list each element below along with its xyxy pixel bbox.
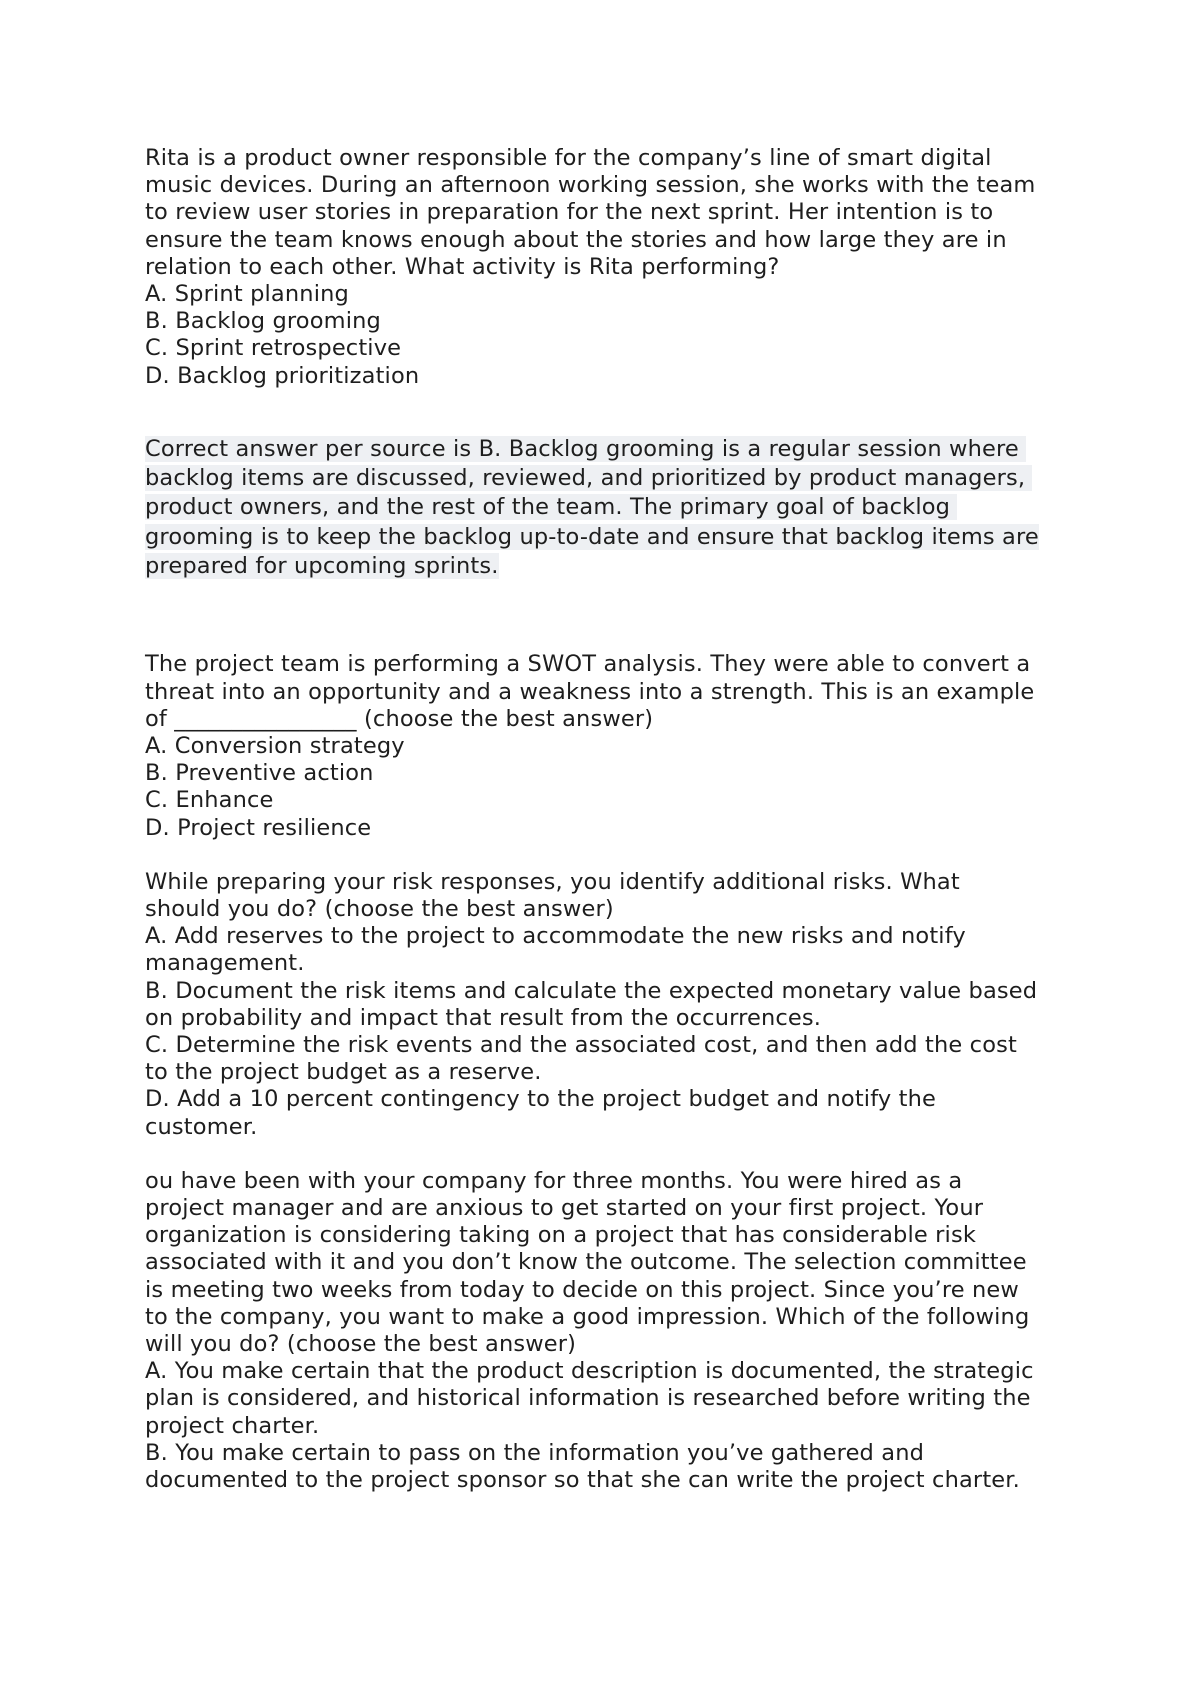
question-3-option-a: management. xyxy=(145,950,305,977)
question-1-text: Rita is a product owner responsible for the company’s line of smart digital xyxy=(145,145,992,171)
answer-text: Correct answer per source is B. Backlog grooming is a regular session where xyxy=(145,435,1027,462)
question-1-option-b: B. Backlog grooming xyxy=(145,308,381,335)
question-1 xyxy=(145,145,1075,390)
question-1-text: music devices. During an afternoon working session, she works with the team xyxy=(145,172,1036,199)
question-3-option-c: to the project budget as a reserve. xyxy=(145,1059,542,1086)
question-4-text: project manager and are anxious to get started on your first project. Your xyxy=(145,1194,984,1221)
question-4-option-a: project charter. xyxy=(145,1412,320,1439)
question-2-option-b: B. Preventive action xyxy=(145,760,374,787)
question-4-text: associated with it and you don’t know the outcome. The selection committee xyxy=(145,1249,1027,1276)
question-1-text: relation to each other. What activity is Rita performing? xyxy=(145,253,780,280)
question-2-option-d: D. Project resilience xyxy=(145,814,372,841)
document-page xyxy=(145,145,1075,1494)
question-2-option-c: C. Enhance xyxy=(145,787,274,814)
question-4-text: ou have been with your company for three months. You were hired as a xyxy=(145,1167,963,1194)
question-1-option-a: A. Sprint planning xyxy=(145,281,349,308)
question-4-text: is meeting two weeks from today to decide on this project. Since you’re new xyxy=(145,1276,1019,1303)
question-3-option-b: on probability and impact that result from the occurrences. xyxy=(145,1004,822,1031)
question-2-text: of ________________ (choose the best answer) xyxy=(145,705,654,732)
question-2-text: threat into an opportunity and a weakness into a strength. This is an example xyxy=(145,678,1035,705)
question-3-option-d: customer. xyxy=(145,1113,258,1140)
answer-text: product owners, and the rest of the team. The primary goal of backlog xyxy=(145,494,958,521)
question-4 xyxy=(145,1168,1075,1494)
question-3-option-a: A. Add reserves to the project to accommodate the new risks and notify xyxy=(145,923,966,950)
question-1-text: ensure the team knows enough about the stories and how large they are in xyxy=(145,226,1007,253)
answer-text: grooming is to keep the backlog up-to-date and ensure that backlog items are xyxy=(145,523,1039,550)
question-4-option-b: B. You make certain to pass on the information you’ve gathered and xyxy=(145,1439,925,1466)
question-2 xyxy=(145,651,1075,841)
question-3-text: should you do? (choose the best answer) xyxy=(145,895,614,922)
question-4-option-b: documented to the project sponsor so that she can write the project charter. xyxy=(145,1467,1020,1493)
answer-text: backlog items are discussed, reviewed, and prioritized by product managers, xyxy=(145,465,1033,492)
question-4-option-a: plan is considered, and historical information is researched before writing the xyxy=(145,1385,1031,1412)
answer-explanation xyxy=(145,435,1075,581)
question-3-option-d: D. Add a 10 percent contingency to the project budget and notify the xyxy=(145,1086,937,1113)
question-4-text: organization is considering taking on a project that has considerable risk xyxy=(145,1222,976,1249)
question-1-option-d: D. Backlog prioritization xyxy=(145,362,420,389)
question-4-text: will you do? (choose the best answer) xyxy=(145,1330,577,1357)
question-1-text: to review user stories in preparation for the next sprint. Her intention is to xyxy=(145,199,994,226)
question-3 xyxy=(145,869,1075,1141)
question-2-text: The project team is performing a SWOT analysis. They were able to convert a xyxy=(145,651,1031,678)
answer-text: prepared for upcoming sprints. xyxy=(145,553,499,580)
question-1-option-c: C. Sprint retrospective xyxy=(145,335,402,362)
question-3-text: While preparing your risk responses, you identify additional risks. What xyxy=(145,868,960,895)
question-4-option-a: A. You make certain that the product description is documented, the strategic xyxy=(145,1358,1034,1385)
question-2-option-a: A. Conversion strategy xyxy=(145,732,405,759)
question-4-text: to the company, you want to make a good impression. Which of the following xyxy=(145,1303,1030,1330)
question-3-option-c: C. Determine the risk events and the associated cost, and then add the cost xyxy=(145,1031,1017,1058)
question-3-option-b: B. Document the risk items and calculate the expected monetary value based xyxy=(145,977,1038,1004)
